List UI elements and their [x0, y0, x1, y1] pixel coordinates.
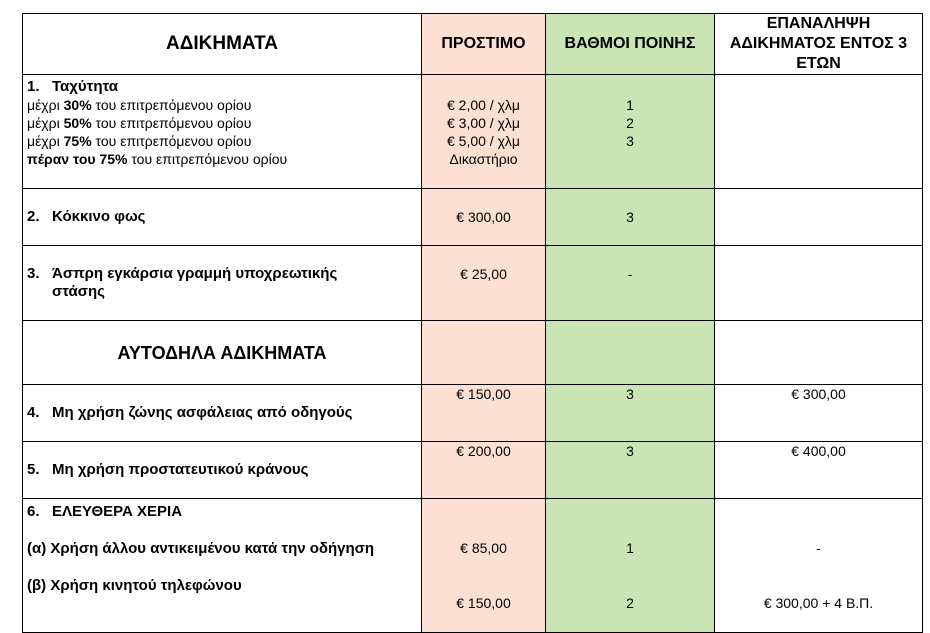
hands-free-b-repeat: € 300,00 + 4 Β.Π.: [763, 595, 874, 611]
hands-free-a-label: (α) Χρήση άλλου αντικειμένου κατά την οδήγηση: [27, 540, 375, 557]
speed-points: 1 2 3: [546, 75, 715, 189]
header-points: ΒΑΘΜΟΙ ΠΟΙΝΗΣ: [546, 14, 715, 75]
hands-free-a-fine: € 85,00: [460, 540, 507, 556]
stop-line-points: -: [546, 246, 715, 321]
helmet-repeat: € 400,00: [715, 442, 923, 499]
stop-line-repeat: [715, 246, 923, 321]
hands-free-a-points: 1: [626, 540, 634, 556]
red-light-title: 2. Κόκκινο φως: [27, 208, 146, 225]
hands-free-repeats: [715, 499, 923, 633]
table-row-red-light: [23, 189, 923, 246]
stop-line-fine: € 25,00: [422, 246, 546, 321]
helmet-title: 5. Μη χρήση προστατευτικού κράνους: [27, 461, 309, 478]
speed-repeat: [715, 75, 923, 189]
red-light-repeat: [715, 189, 923, 246]
speed-fines: € 2,00 / χλμ € 3,00 / χλμ € 5,00 / χλμ Δικαστήριο: [422, 75, 546, 189]
table-row-stop-line: [23, 246, 923, 321]
hands-free-a-repeat: -: [816, 540, 821, 556]
helmet-points: 3: [546, 442, 715, 499]
hands-free-fines: [422, 499, 546, 633]
speed-line-4: πέραν του 75% του επιτρεπόμενου ορίου: [27, 151, 288, 167]
helmet-fine: € 200,00: [422, 442, 546, 499]
table-row-speed: [23, 75, 923, 189]
seatbelt-points: 3: [546, 385, 715, 442]
offenses-table: [22, 13, 923, 633]
seatbelt-title: 4. Μη χρήση ζώνης ασφάλειας από οδηγούς: [27, 404, 353, 421]
seatbelt-fine: € 150,00: [422, 385, 546, 442]
speed-title: 1. Ταχύτητα: [27, 78, 118, 95]
seatbelt-repeat: € 300,00: [715, 385, 923, 442]
hands-free-title: 6. ΕΛΕΥΘΕΡΑ ΧΕΡΙΑ: [27, 503, 183, 520]
hands-free-b-fine: € 150,00: [456, 595, 511, 611]
header-row: [23, 14, 923, 75]
red-light-fine: € 300,00: [422, 189, 546, 246]
speed-line-3: μέχρι 75% του επιτρεπόμενου ορίου: [27, 133, 252, 149]
hands-free-b-label: (β) Χρήση κινητού τηλεφώνου: [27, 577, 242, 594]
red-light-points: 3: [546, 189, 715, 246]
hands-free-points: [546, 499, 715, 633]
header-offense: ΑΔΙΚΗΜΑΤΑ: [23, 14, 422, 75]
section-title: ΑΥΤΟΔΗΛΑ ΑΔΙΚΗΜΑΤΑ: [23, 321, 422, 385]
table-row-helmet: [23, 442, 923, 499]
speed-line-2: μέχρι 50% του επιτρεπόμενου ορίου: [27, 115, 252, 131]
section-row-auto: [23, 321, 923, 385]
table-row-hands-free: [23, 499, 923, 633]
hands-free-b-points: 2: [626, 595, 634, 611]
header-repeat: ΕΠΑΝΑΛΗΨΗ ΑΔΙΚΗΜΑΤΟΣ ΕΝΤΟΣ 3 ΕΤΩΝ: [715, 14, 923, 75]
header-fine: ΠΡΟΣΤΙΜΟ: [422, 14, 546, 75]
speed-line-1: μέχρι 30% του επιτρεπόμενου ορίου: [27, 97, 252, 113]
stop-line-title: 3. Άσπρη εγκάρσια γραμμή υποχρεωτικής στάσης: [27, 265, 338, 300]
table-row-seatbelt: [23, 385, 923, 442]
